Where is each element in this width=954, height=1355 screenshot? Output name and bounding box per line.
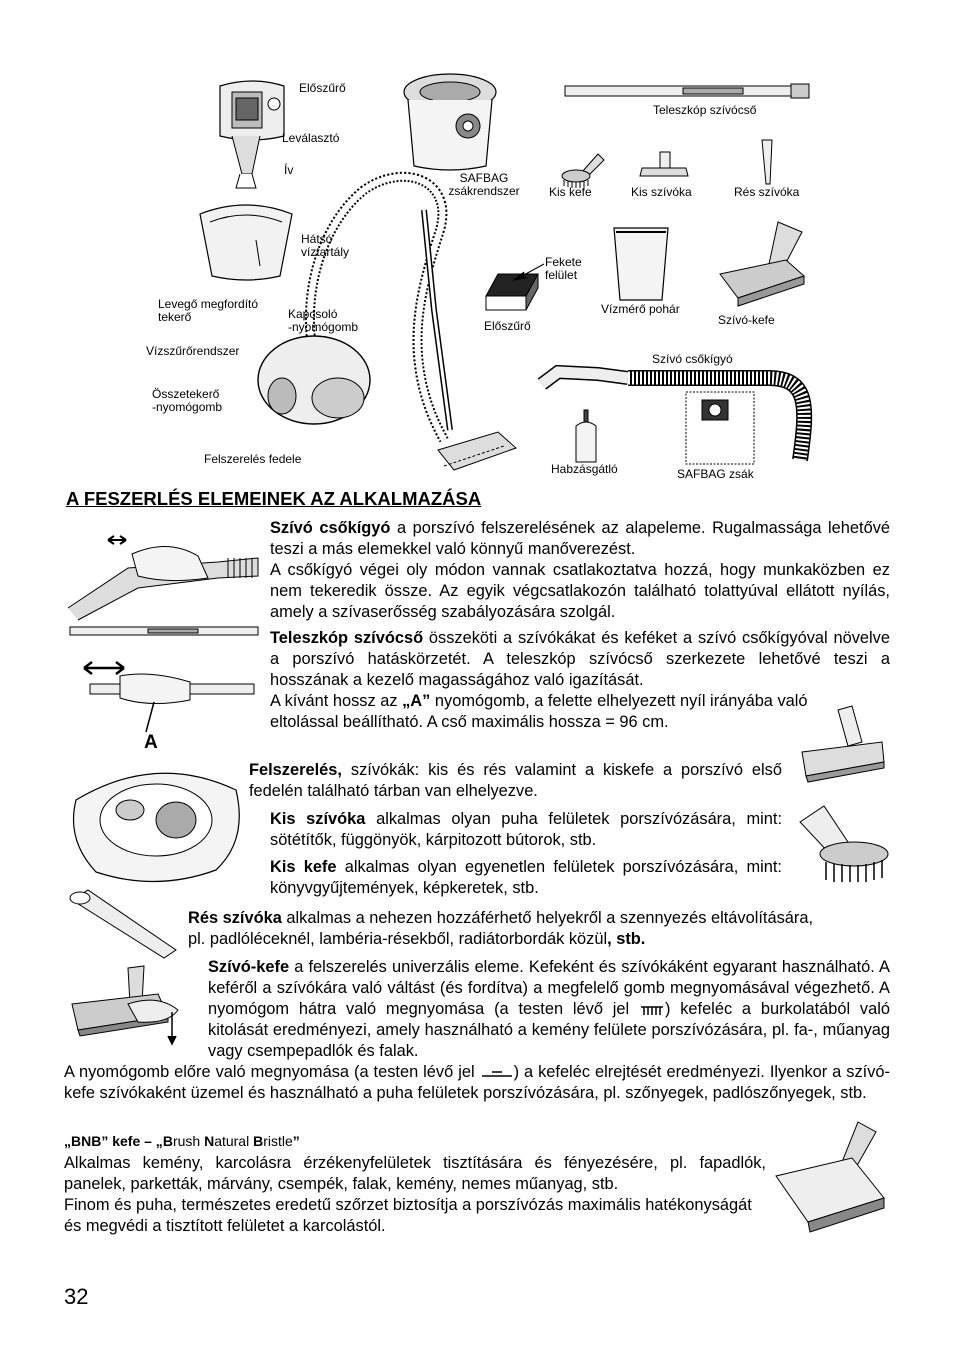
bnb-paragraph-2 xyxy=(64,1195,754,1237)
label-safbag-bag: SAFBAG zsák xyxy=(677,467,754,481)
bristle-out-symbol-icon xyxy=(639,1003,665,1017)
label-switch-line1: Kapcsoló xyxy=(288,307,338,321)
label-safbag-line2: zsákrendszer xyxy=(448,184,520,198)
small-nozzle-title: Kis szívóka xyxy=(270,810,366,828)
label-water-filter: Vízszűrőrendszer xyxy=(146,344,240,358)
label-anti-foam: Habzásgátló xyxy=(551,462,618,476)
crevice-nozzle-illustration xyxy=(756,138,778,186)
tube-paragraph xyxy=(270,628,890,691)
small-brush-paragraph xyxy=(270,857,782,899)
label-telescopic-tube: Teleszkóp szívócső xyxy=(653,103,757,117)
hose-body-2: A csőkígyó végei oly módon vannak csatlakoztatva hozzá, hogy munkaközben ez nem tekeredik össze. Az egyik végcsatlakozón található tolattyúval ellátott nyílás, amely a szívaserősség szabályozására szolgál. xyxy=(270,561,890,621)
bnb-paragraph-1 xyxy=(64,1153,766,1195)
black-surface-arrow xyxy=(512,262,546,282)
suction-brush-forward-paragraph xyxy=(64,1062,890,1104)
crevice-nozzle-large-illustration xyxy=(68,888,178,960)
accessory-paragraph xyxy=(249,760,782,802)
label-air-reverser xyxy=(158,298,258,324)
bnb-title-close: ” xyxy=(292,1133,300,1149)
label-separator: Leválasztó xyxy=(282,131,340,145)
suction-brush-foot-illustration xyxy=(68,964,194,1046)
accessory-title: Felszerelés, xyxy=(249,761,342,779)
hose-paragraph-2 xyxy=(270,560,890,623)
label-suction-brush: Szívó-kefe xyxy=(718,313,775,327)
suction-brush-title: Szívó-kefe xyxy=(208,958,290,976)
hose-body-1: a porszívó felszerelésének az alapeleme. Rugalmassága lehetővé teszi a más elemekkel való könnyű manőverezést. xyxy=(270,519,891,558)
label-rewind-line1: Összetekerő xyxy=(152,387,220,401)
small-brush-illustration xyxy=(558,150,606,190)
small-nozzle-paragraph xyxy=(270,809,782,851)
label-black-surface-line2: felület xyxy=(545,268,578,282)
label-air-reverser-line2: tekerő xyxy=(158,310,192,324)
small-brush-large-illustration xyxy=(796,802,892,884)
bnb-title-atural: atural xyxy=(214,1133,254,1149)
label-accessory-cover: Felszerelés fedele xyxy=(204,452,302,466)
label-button-a: A xyxy=(144,732,158,753)
label-small-nozzle: Kis szívóka xyxy=(631,185,692,199)
label-safbag-system xyxy=(444,172,524,198)
small-nozzle-illustration xyxy=(636,150,692,182)
bnb-title-quote: „BNB” kefe – „ xyxy=(64,1133,163,1149)
page-number: 32 xyxy=(64,1284,89,1309)
hose-title: Szívó csőkígyó xyxy=(270,519,391,537)
small-brush-title: Kis kefe xyxy=(270,858,337,876)
suction-brush-body-1: a felszerelés univerzális eleme. Kefeként és szívókáként egyarant használható. A keféről a szívókára való váltást (és fordítva) a megfelelő gomb megnyomásával végezhető. A nyomógom hátra való megnyomása (a testen lévő jel xyxy=(208,958,890,1018)
small-nozzle-body: alkalmas olyan puha felületek porszívózására, mint: sötétítők, függönyök, kárpitozott bútorok, stb. xyxy=(270,810,782,849)
label-rear-tank-line1: Hátsó xyxy=(301,232,333,246)
tube-title: Teleszkóp szívócső xyxy=(270,629,424,647)
section-title: A FESZERLÉS ELEMEINEK AZ ALKALMAZÁSA xyxy=(66,488,482,509)
label-rear-tank xyxy=(301,233,349,259)
tube-body: összeköti a szívókákat és keféket a szívó csőkígyóval növelve a porszívó hatáskörzetét. A teleszkóp szívócső szerkezete lehetővé teszi a hosszának a kezelő magasságához való igazítását. xyxy=(270,629,890,689)
suction-brush-illustration xyxy=(716,218,808,316)
label-safbag-line1: SAFBAG xyxy=(459,171,509,185)
label-elbow: Ív xyxy=(284,163,294,177)
label-small-brush: Kis kefe xyxy=(549,185,592,199)
crevice-paragraph xyxy=(188,908,818,950)
water-measuring-cup-illustration xyxy=(612,224,670,304)
bristle-in-symbol-icon xyxy=(480,1066,514,1080)
bnb-title xyxy=(64,1133,300,1149)
label-pre-filter-top: Előszűrő xyxy=(299,81,346,95)
anti-foam-bottle-illustration xyxy=(570,408,602,466)
bnb-title-ristle: ristle xyxy=(263,1133,293,1149)
tube-adjust-illustration xyxy=(80,656,256,734)
suction-brush-forward-1: A nyomógomb előre való megnyomása (a testen lévő jel xyxy=(64,1063,480,1081)
label-crevice-nozzle: Rés szívóka xyxy=(734,185,800,199)
small-brush-body: alkalmas olyan egyenetlen felületek porszívózására, mint: könyvgyűjtemények, képkeretek, stb. xyxy=(270,858,782,897)
label-black-surface xyxy=(545,256,582,282)
telescopic-tube-small-illustration xyxy=(68,624,262,640)
tube-length-a: „A” xyxy=(402,692,431,710)
bnb-body-2: Finom és puha, természetes eredetű szőrzet biztosítja a porszívózás maximális hatékonyságát és megvédi a tisztított felületet a karcolástól. xyxy=(64,1196,752,1235)
label-rewind-line2: -nyomógomb xyxy=(152,400,223,414)
label-switch-button xyxy=(288,308,358,334)
tube-length-pre: A kívánt hossz az xyxy=(270,692,403,710)
accessory-body: szívókák: kis és rés valamint a kiskefe a porszívó első fedelén található tárban van elhelyezve. xyxy=(249,761,782,800)
label-rear-tank-line2: víztartály xyxy=(301,245,350,259)
bnb-title-b2: B xyxy=(253,1133,264,1149)
crevice-end: , stb. xyxy=(607,930,646,948)
label-switch-line2: -nyomógomb xyxy=(288,320,359,334)
bnb-brush-illustration xyxy=(772,1118,890,1234)
label-measuring-cup: Vízmérő pohár xyxy=(601,302,680,316)
suction-brush-forward-2: ) a kefeléc elrejtését eredményezi. Ilyenkor a szívó-kefe szívókaként üzemel és használható a puha felületek porszívózására, pl. szőnyegek, padlószőnyegek, stb. xyxy=(64,1063,890,1102)
safbag-system-illustration xyxy=(398,70,502,174)
label-rewind-button xyxy=(152,388,222,414)
crevice-title: Rés szívóka xyxy=(188,909,282,927)
bnb-body-1: Alkalmas kemény, karcolásra érzékenyfelületek tisztítására és fényezésére, pl. fapadlók, panelek, parketták, márvány, csempék, falak, kemény, nemes műanyag, stb. xyxy=(64,1154,766,1193)
label-black-surface-line1: Fekete xyxy=(545,255,582,269)
hose-handle-illustration xyxy=(68,528,260,620)
telescopic-tube-illustration xyxy=(563,82,811,102)
bnb-title-b: B xyxy=(162,1133,173,1149)
hose-paragraph xyxy=(270,518,890,560)
crevice-body: alkalmas a nehezen hozzáférhető helyekről a szennyezés eltávolítására, pl. padlóléceknél, lambéria-résekből, radiátorbordák közül xyxy=(188,909,814,948)
suction-brush-body-2: ) kefeléc a burkolatából való kitolását eredményezi, amely használható a kemény felülete porszívózására, pl. fa-, műanyag vagy csempepadlók és falak. xyxy=(208,1000,891,1060)
bnb-title-n: N xyxy=(204,1133,215,1149)
label-air-reverser-line1: Levegő megfordító xyxy=(158,297,259,311)
label-suction-hose: Szívó csőkígyó xyxy=(652,352,733,366)
label-pre-filter-mid: Előszűrő xyxy=(484,319,531,333)
safbag-bag-illustration xyxy=(684,390,756,466)
suction-brush-paragraph xyxy=(208,957,890,1062)
accessory-storage-illustration xyxy=(66,760,246,888)
tube-length-end: eltolással beállítható. A cső maximális hossza = 96 cm. xyxy=(270,713,669,731)
tube-length-mid: nyomógomb, a felette elhelyezett nyíl irányába való xyxy=(430,692,808,710)
tube-length-paragraph xyxy=(270,691,890,733)
bnb-title-rush: rush xyxy=(172,1133,205,1149)
